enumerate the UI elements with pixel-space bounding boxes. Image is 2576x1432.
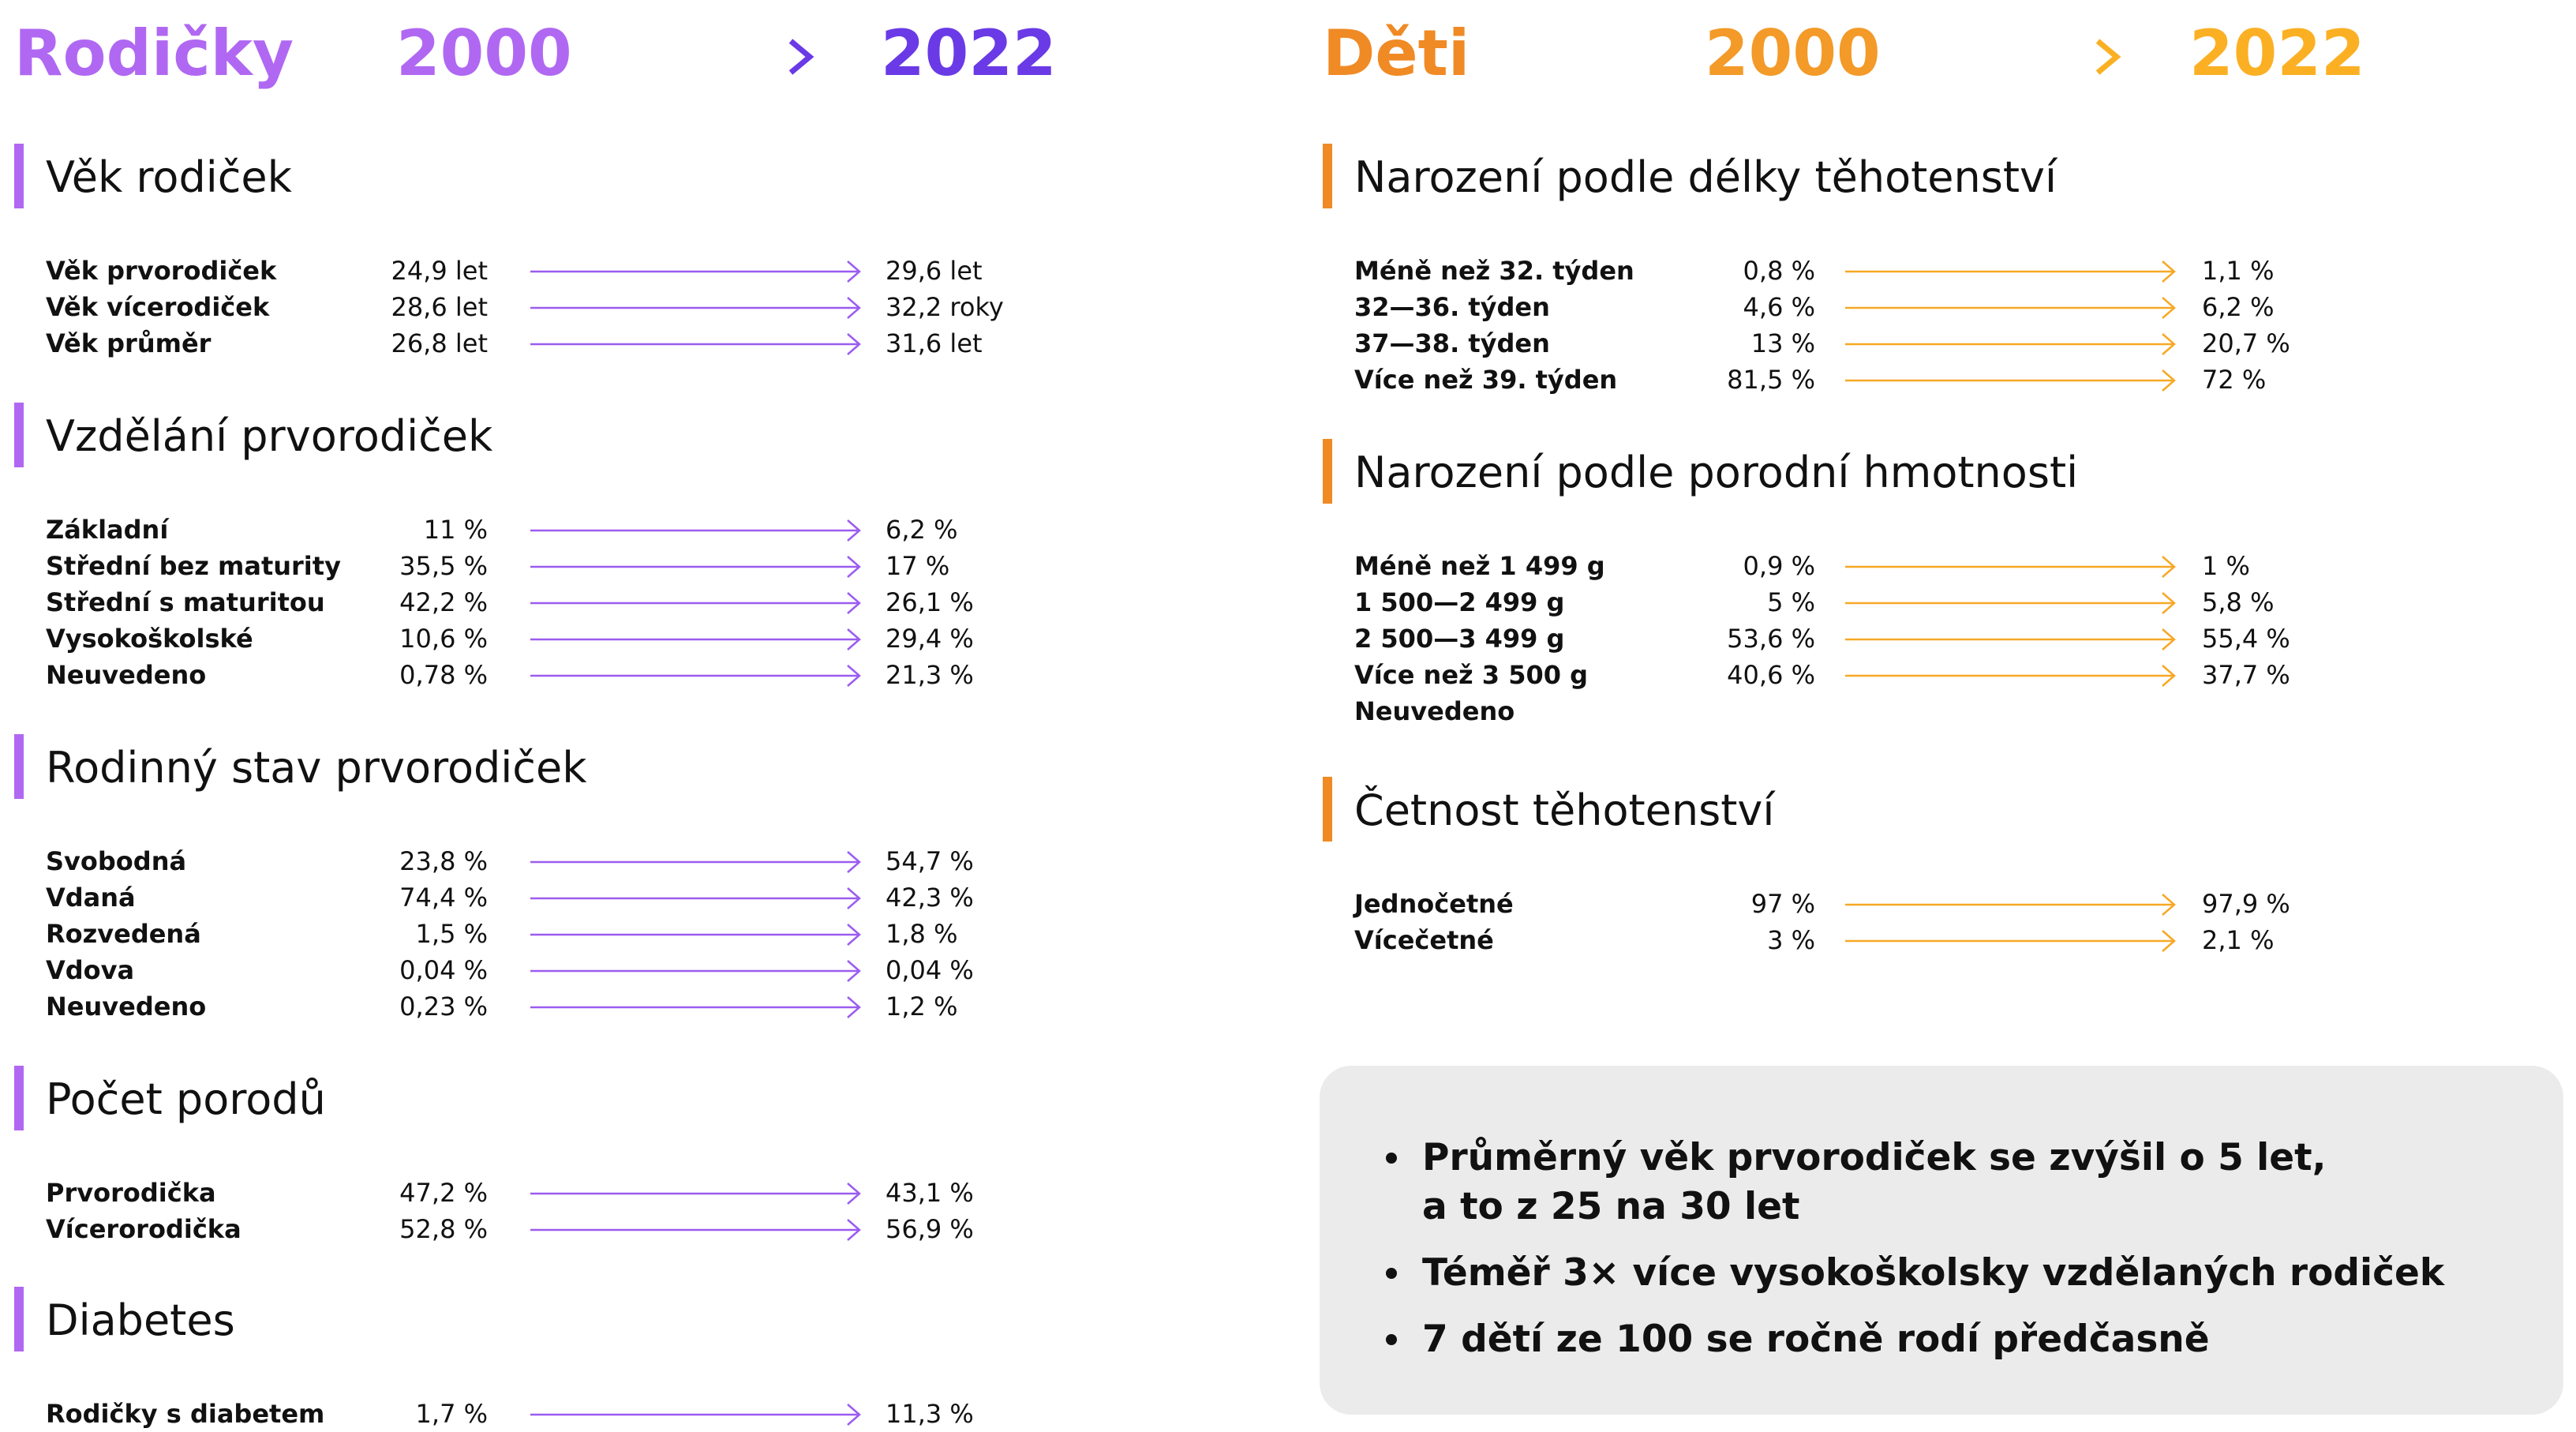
value-2022: 72 % bbox=[2202, 365, 2267, 395]
arrow-icon bbox=[1845, 295, 2177, 321]
value-2000: 47,2 % bbox=[399, 1178, 488, 1208]
row-label: Svobodná bbox=[46, 846, 187, 876]
right-title: Děti bbox=[1323, 17, 1470, 90]
arrow-icon bbox=[1845, 928, 2177, 954]
arrow-icon bbox=[1845, 554, 2177, 579]
value-2022: 31,6 let bbox=[886, 328, 983, 358]
arrow-icon bbox=[530, 886, 862, 911]
value-2000: 0,04 % bbox=[399, 955, 488, 985]
arrow-icon bbox=[1845, 663, 2177, 688]
arrow-icon bbox=[530, 1217, 862, 1243]
section-title: Narození podle porodní hmotnosti bbox=[1354, 448, 2079, 497]
data-row bbox=[1323, 693, 2507, 729]
row-label: Neuvedeno bbox=[46, 992, 207, 1022]
row-label: Více než 3 500 g bbox=[1354, 660, 1589, 690]
data-row bbox=[1323, 362, 2507, 398]
value-2000: 81,5 % bbox=[1727, 365, 1815, 395]
value-2022: 97,9 % bbox=[2202, 889, 2290, 919]
data-row bbox=[1323, 657, 2507, 693]
summary-item bbox=[1383, 1315, 2444, 1364]
data-row bbox=[14, 879, 1198, 916]
row-label: Střední bez maturity bbox=[46, 551, 341, 581]
data-row bbox=[1323, 548, 2507, 584]
value-2022: 54,7 % bbox=[886, 846, 974, 876]
arrow-icon bbox=[1845, 892, 2177, 917]
summary-item-text: 7 dětí ze 100 se ročně rodí předčasně bbox=[1422, 1318, 2210, 1361]
value-2022: 20,7 % bbox=[2202, 328, 2290, 358]
arrow-icon bbox=[530, 295, 862, 321]
section-accent-bar bbox=[14, 144, 24, 208]
data-row bbox=[14, 843, 1198, 879]
section-title: Vzdělání prvorodiček bbox=[46, 411, 493, 461]
data-row bbox=[1323, 289, 2507, 325]
value-2000: 35,5 % bbox=[399, 551, 488, 581]
value-2000: 26,8 let bbox=[391, 328, 488, 358]
left-year-from: 2000 bbox=[396, 17, 572, 90]
summary-item-text-line2: a to z 25 na 30 let bbox=[1422, 1185, 1800, 1228]
bullet-icon bbox=[1386, 1334, 1397, 1345]
row-label: Prvorodička bbox=[46, 1178, 216, 1208]
value-2022: 21,3 % bbox=[886, 660, 974, 690]
left-title: Rodičky bbox=[14, 17, 294, 90]
value-2022: 55,4 % bbox=[2202, 624, 2290, 654]
section-accent-bar bbox=[14, 1287, 24, 1351]
data-row bbox=[1323, 620, 2507, 657]
row-label: Méně než 1 499 g bbox=[1354, 551, 1605, 581]
value-2022: 17 % bbox=[886, 551, 950, 581]
data-row bbox=[14, 325, 1198, 362]
arrow-icon bbox=[530, 1181, 862, 1206]
summary-item bbox=[1383, 1249, 2444, 1298]
arrow-icon bbox=[530, 332, 862, 357]
row-label: Rodičky s diabetem bbox=[46, 1399, 325, 1429]
data-row bbox=[14, 548, 1198, 584]
row-label: Vícečetné bbox=[1354, 925, 1494, 955]
row-label: 32—36. týden bbox=[1354, 292, 1550, 322]
arrow-icon bbox=[530, 958, 862, 984]
value-2022: 1,1 % bbox=[2202, 256, 2275, 286]
bullet-icon bbox=[1386, 1153, 1397, 1164]
value-2022: 6,2 % bbox=[886, 515, 958, 545]
right-year-from: 2000 bbox=[1705, 17, 1881, 90]
value-2000: 23,8 % bbox=[399, 846, 488, 876]
value-2000: 3 % bbox=[1767, 925, 1815, 955]
value-2000: 40,6 % bbox=[1727, 660, 1815, 690]
data-row bbox=[14, 657, 1198, 693]
row-label: Základní bbox=[46, 515, 169, 545]
arrow-icon bbox=[530, 663, 862, 688]
value-2000: 1,5 % bbox=[415, 919, 488, 949]
value-2000: 97 % bbox=[1750, 889, 1815, 919]
row-label: Věk průměr bbox=[46, 328, 212, 358]
section-title: Četnost těhotenství bbox=[1354, 785, 1775, 835]
section-title: Věk rodiček bbox=[46, 152, 292, 202]
arrow-icon bbox=[530, 849, 862, 875]
row-label: Věk vícerodiček bbox=[46, 292, 270, 322]
row-label: Vícerorodička bbox=[46, 1214, 242, 1244]
value-2000: 5 % bbox=[1767, 587, 1815, 617]
data-row bbox=[1323, 886, 2507, 922]
section-accent-bar bbox=[14, 734, 24, 799]
value-2022: 11,3 % bbox=[886, 1399, 974, 1429]
row-label: 2 500—3 499 g bbox=[1354, 624, 1565, 654]
arrow-icon bbox=[530, 554, 862, 579]
value-2000: 0,78 % bbox=[399, 660, 488, 690]
value-2022: 37,7 % bbox=[2202, 660, 2290, 690]
value-2000: 11 % bbox=[423, 515, 488, 545]
section-title: Počet porodů bbox=[46, 1074, 326, 1124]
section-accent-bar bbox=[14, 403, 24, 467]
value-2000: 0,9 % bbox=[1743, 551, 1815, 581]
value-2000: 0,23 % bbox=[399, 992, 488, 1022]
data-row bbox=[1323, 325, 2507, 362]
data-row bbox=[1323, 922, 2507, 958]
data-row bbox=[14, 253, 1198, 289]
arrow-icon bbox=[530, 922, 862, 947]
data-row bbox=[14, 952, 1198, 988]
value-2000: 0,8 % bbox=[1743, 256, 1815, 286]
arrow-icon bbox=[530, 590, 862, 616]
value-2022: 32,2 roky bbox=[886, 292, 1004, 322]
arrow-icon bbox=[530, 518, 862, 543]
right-year-to: 2022 bbox=[2189, 17, 2365, 90]
value-2022: 5,8 % bbox=[2202, 587, 2275, 617]
value-2022: 29,4 % bbox=[886, 624, 974, 654]
arrow-icon bbox=[530, 1402, 862, 1427]
data-row bbox=[14, 620, 1198, 657]
arrow-icon bbox=[530, 627, 862, 652]
data-row bbox=[14, 916, 1198, 952]
summary-item-text: Průměrný věk prvorodiček se zvýšil o 5 let, bbox=[1422, 1136, 2327, 1179]
section-accent-bar bbox=[1323, 439, 1332, 504]
value-2000: 28,6 let bbox=[391, 292, 488, 322]
value-2000: 24,9 let bbox=[391, 256, 488, 286]
data-row bbox=[1323, 253, 2507, 289]
row-label: Vdova bbox=[46, 955, 135, 985]
row-label: Vdaná bbox=[46, 883, 136, 913]
value-2000: 74,4 % bbox=[399, 883, 488, 913]
section-accent-bar bbox=[1323, 777, 1332, 842]
value-2000: 10,6 % bbox=[399, 624, 488, 654]
arrow-icon bbox=[1845, 627, 2177, 652]
row-label: Střední s maturitou bbox=[46, 587, 325, 617]
row-label: Více než 39. týden bbox=[1354, 365, 1618, 395]
value-2000: 52,8 % bbox=[399, 1214, 488, 1244]
arrow-icon bbox=[1845, 332, 2177, 357]
row-label: Věk prvorodiček bbox=[46, 256, 277, 286]
value-2022: 29,6 let bbox=[886, 256, 983, 286]
value-2022: 2,1 % bbox=[2202, 925, 2275, 955]
data-row bbox=[14, 289, 1198, 325]
section-title: Diabetes bbox=[46, 1295, 235, 1345]
value-2022: 26,1 % bbox=[886, 587, 974, 617]
section-accent-bar bbox=[1323, 144, 1332, 208]
summary-box bbox=[1320, 1066, 2563, 1415]
data-row bbox=[14, 1175, 1198, 1211]
summary-list bbox=[1383, 1134, 2444, 1381]
arrow-icon bbox=[1845, 590, 2177, 616]
value-2000: 42,2 % bbox=[399, 587, 488, 617]
value-2000: 4,6 % bbox=[1743, 292, 1815, 322]
value-2022: 6,2 % bbox=[2202, 292, 2275, 322]
summary-item bbox=[1383, 1134, 2444, 1231]
value-2000: 53,6 % bbox=[1727, 624, 1815, 654]
section-title: Narození podle délky těhotenství bbox=[1354, 152, 2057, 202]
value-2022: 1 % bbox=[2202, 551, 2250, 581]
data-row bbox=[14, 512, 1198, 548]
arrow-icon bbox=[530, 995, 862, 1020]
data-row bbox=[14, 1396, 1198, 1432]
arrow-icon bbox=[1845, 368, 2177, 393]
section-accent-bar bbox=[14, 1066, 24, 1130]
left-header-arrow-icon bbox=[628, 32, 818, 79]
section-title: Rodinný stav prvorodiček bbox=[46, 743, 587, 793]
value-2022: 0,04 % bbox=[886, 955, 974, 985]
value-2000: 1,7 % bbox=[415, 1399, 488, 1429]
row-label: Rozvedená bbox=[46, 919, 201, 949]
row-label: Méně než 32. týden bbox=[1354, 256, 1634, 286]
row-label: 1 500—2 499 g bbox=[1354, 587, 1565, 617]
row-label: 37—38. týden bbox=[1354, 328, 1550, 358]
row-label: Vysokoškolské bbox=[46, 624, 253, 654]
value-2022: 43,1 % bbox=[886, 1178, 974, 1208]
data-row bbox=[14, 584, 1198, 620]
row-label: Neuvedeno bbox=[46, 660, 207, 690]
summary-item-text: Téměř 3× více vysokoškolsky vzdělaných rodiček bbox=[1422, 1251, 2445, 1295]
data-row bbox=[14, 988, 1198, 1025]
value-2022: 56,9 % bbox=[886, 1214, 974, 1244]
value-2022: 1,2 % bbox=[886, 992, 958, 1022]
data-row bbox=[14, 1211, 1198, 1247]
right-header-arrow-icon bbox=[1935, 32, 2125, 79]
row-label: Jednočetné bbox=[1354, 889, 1514, 919]
arrow-icon bbox=[1845, 259, 2177, 284]
value-2022: 1,8 % bbox=[886, 919, 958, 949]
row-label: Neuvedeno bbox=[1354, 696, 1515, 726]
value-2000: 13 % bbox=[1750, 328, 1815, 358]
arrow-icon bbox=[530, 259, 862, 284]
data-row bbox=[1323, 584, 2507, 620]
bullet-icon bbox=[1386, 1268, 1397, 1279]
left-year-to: 2022 bbox=[881, 17, 1057, 90]
value-2022: 42,3 % bbox=[886, 883, 974, 913]
